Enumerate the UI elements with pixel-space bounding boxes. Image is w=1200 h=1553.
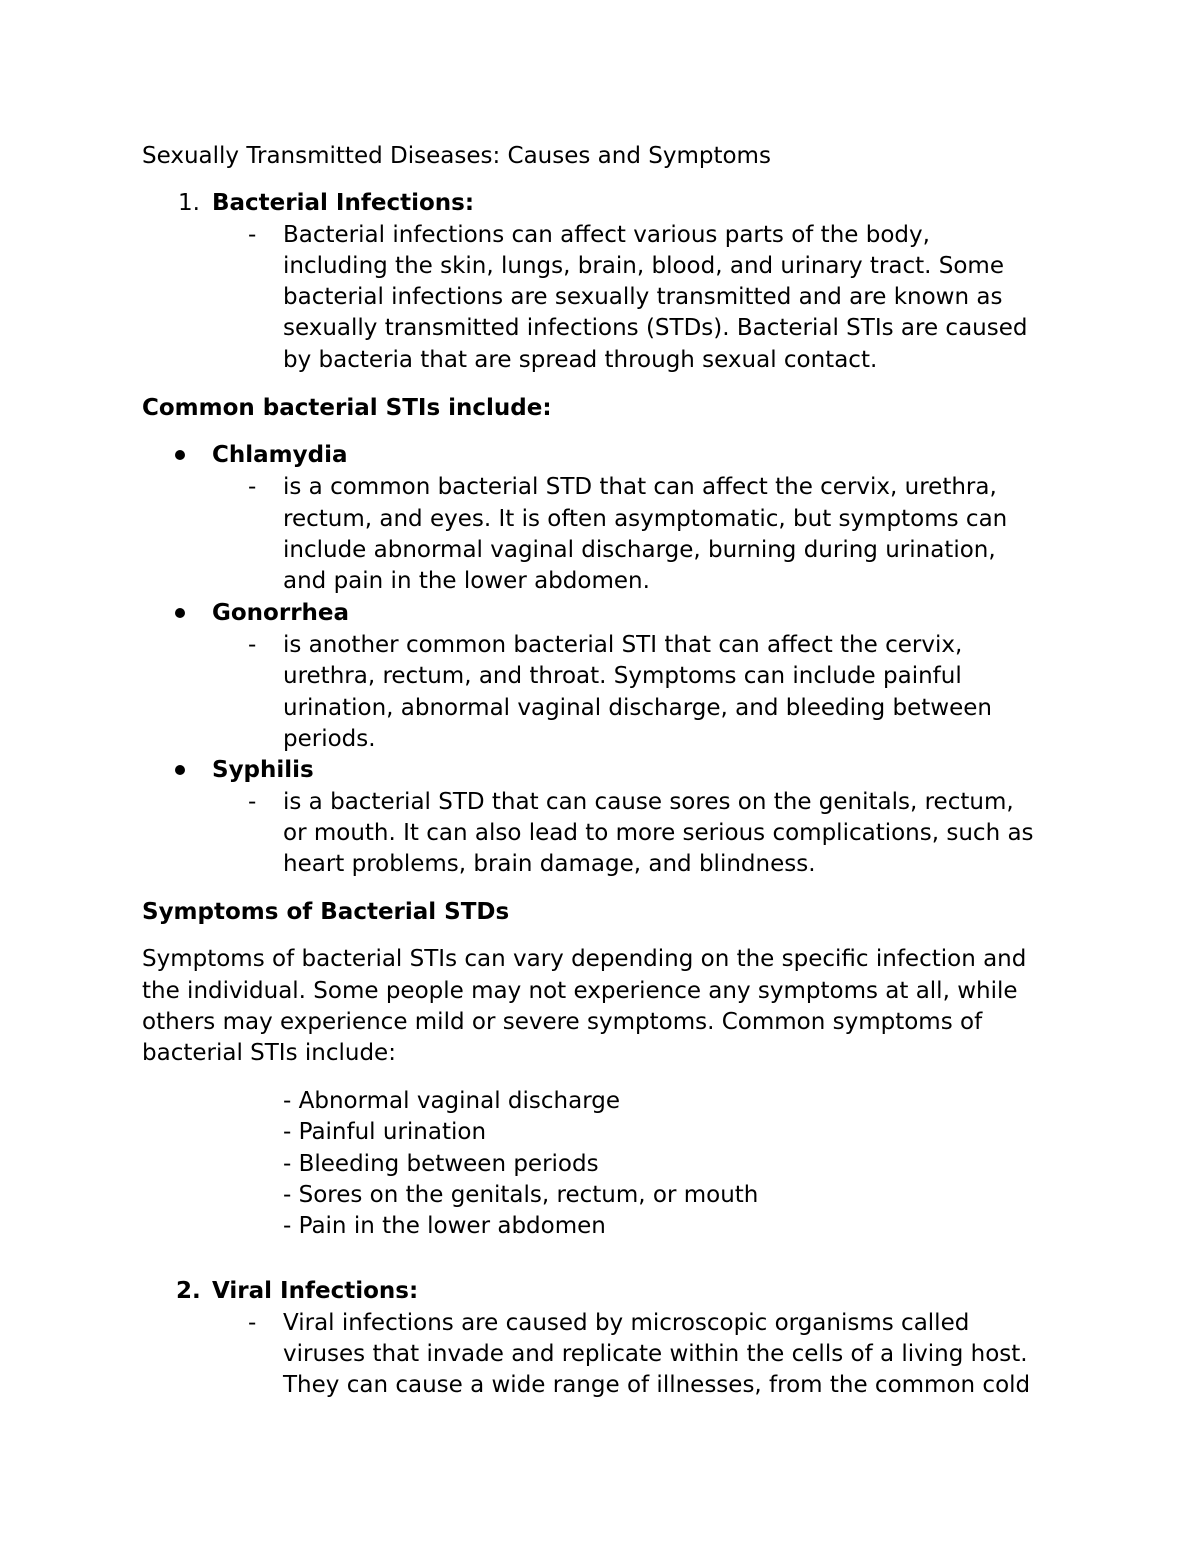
bullet-icon xyxy=(175,765,185,775)
sti-description-line: is a bacterial STD that can cause sores on the genitals, rectum, xyxy=(283,789,1014,815)
document-title: Sexually Transmitted Diseases: Causes and Symptoms xyxy=(142,143,771,169)
symptom-list-item: - Sores on the genitals, rectum, or mouth xyxy=(283,1182,759,1208)
symptoms-paragraph-line: others may experience mild or severe symptoms. Common symptoms of xyxy=(142,1009,983,1035)
sti-description-line: urethra, rectum, and throat. Symptoms can include painful xyxy=(283,663,962,689)
section-1-number: 1. xyxy=(178,190,200,216)
sti-description-line: heart problems, brain damage, and blindness. xyxy=(283,851,816,877)
sti-name-gonorrhea: Gonorrhea xyxy=(212,600,350,626)
section-2-line: Viral infections are caused by microscopic organisms called xyxy=(283,1310,970,1336)
section-2-heading: Viral Infections: xyxy=(212,1278,419,1304)
section-1-heading: Bacterial Infections: xyxy=(212,190,475,216)
sti-description-line: and pain in the lower abdomen. xyxy=(283,568,650,594)
sti-description-line: or mouth. It can also lead to more serious complications, such as xyxy=(283,820,1034,846)
section-1-line: by bacteria that are spread through sexual contact. xyxy=(283,347,878,373)
section-2-line: They can cause a wide range of illnesses, from the common cold xyxy=(283,1372,1031,1398)
symptom-list-item: - Painful urination xyxy=(283,1119,487,1145)
sti-description-line: urination, abnormal vaginal discharge, and bleeding between xyxy=(283,695,992,721)
symptom-list-item: - Bleeding between periods xyxy=(283,1151,599,1177)
sti-description-line: is a common bacterial STD that can affect the cervix, urethra, xyxy=(283,474,997,500)
sti-description-line: periods. xyxy=(283,726,376,752)
sti-name-chlamydia: Chlamydia xyxy=(212,442,348,468)
symptoms-paragraph-line: Symptoms of bacterial STIs can vary depending on the specific infection and xyxy=(142,946,1027,972)
section-2-dash: - xyxy=(248,1310,257,1336)
common-stis-heading: Common bacterial STIs include: xyxy=(142,395,552,421)
sti-dash: - xyxy=(248,474,257,500)
section-2-number: 2. xyxy=(176,1278,201,1304)
sti-description-line: include abnormal vaginal discharge, burning during urination, xyxy=(283,537,996,563)
symptoms-paragraph-line: the individual. Some people may not experience any symptoms at all, while xyxy=(142,978,1018,1004)
bullet-icon xyxy=(175,608,185,618)
sti-description-line: rectum, and eyes. It is often asymptomatic, but symptoms can xyxy=(283,506,1008,532)
symptom-list-item: - Abnormal vaginal discharge xyxy=(283,1088,621,1114)
symptom-list-item: - Pain in the lower abdomen xyxy=(283,1213,606,1239)
section-1-line: Bacterial infections can affect various parts of the body, xyxy=(283,222,930,248)
section-1-line: sexually transmitted infections (STDs). Bacterial STIs are caused xyxy=(283,315,1028,341)
bullet-icon xyxy=(175,450,185,460)
sti-dash: - xyxy=(248,789,257,815)
section-1-dash: - xyxy=(248,222,257,248)
section-2-line: viruses that invade and replicate within the cells of a living host. xyxy=(283,1341,1028,1367)
sti-name-syphilis: Syphilis xyxy=(212,757,314,783)
sti-description-line: is another common bacterial STI that can affect the cervix, xyxy=(283,632,963,658)
section-1-line: bacterial infections are sexually transmitted and are known as xyxy=(283,284,1003,310)
sti-dash: - xyxy=(248,632,257,658)
symptoms-heading: Symptoms of Bacterial STDs xyxy=(142,899,510,925)
symptoms-paragraph-line: bacterial STIs include: xyxy=(142,1040,396,1066)
section-1-line: including the skin, lungs, brain, blood, and urinary tract. Some xyxy=(283,253,1004,279)
